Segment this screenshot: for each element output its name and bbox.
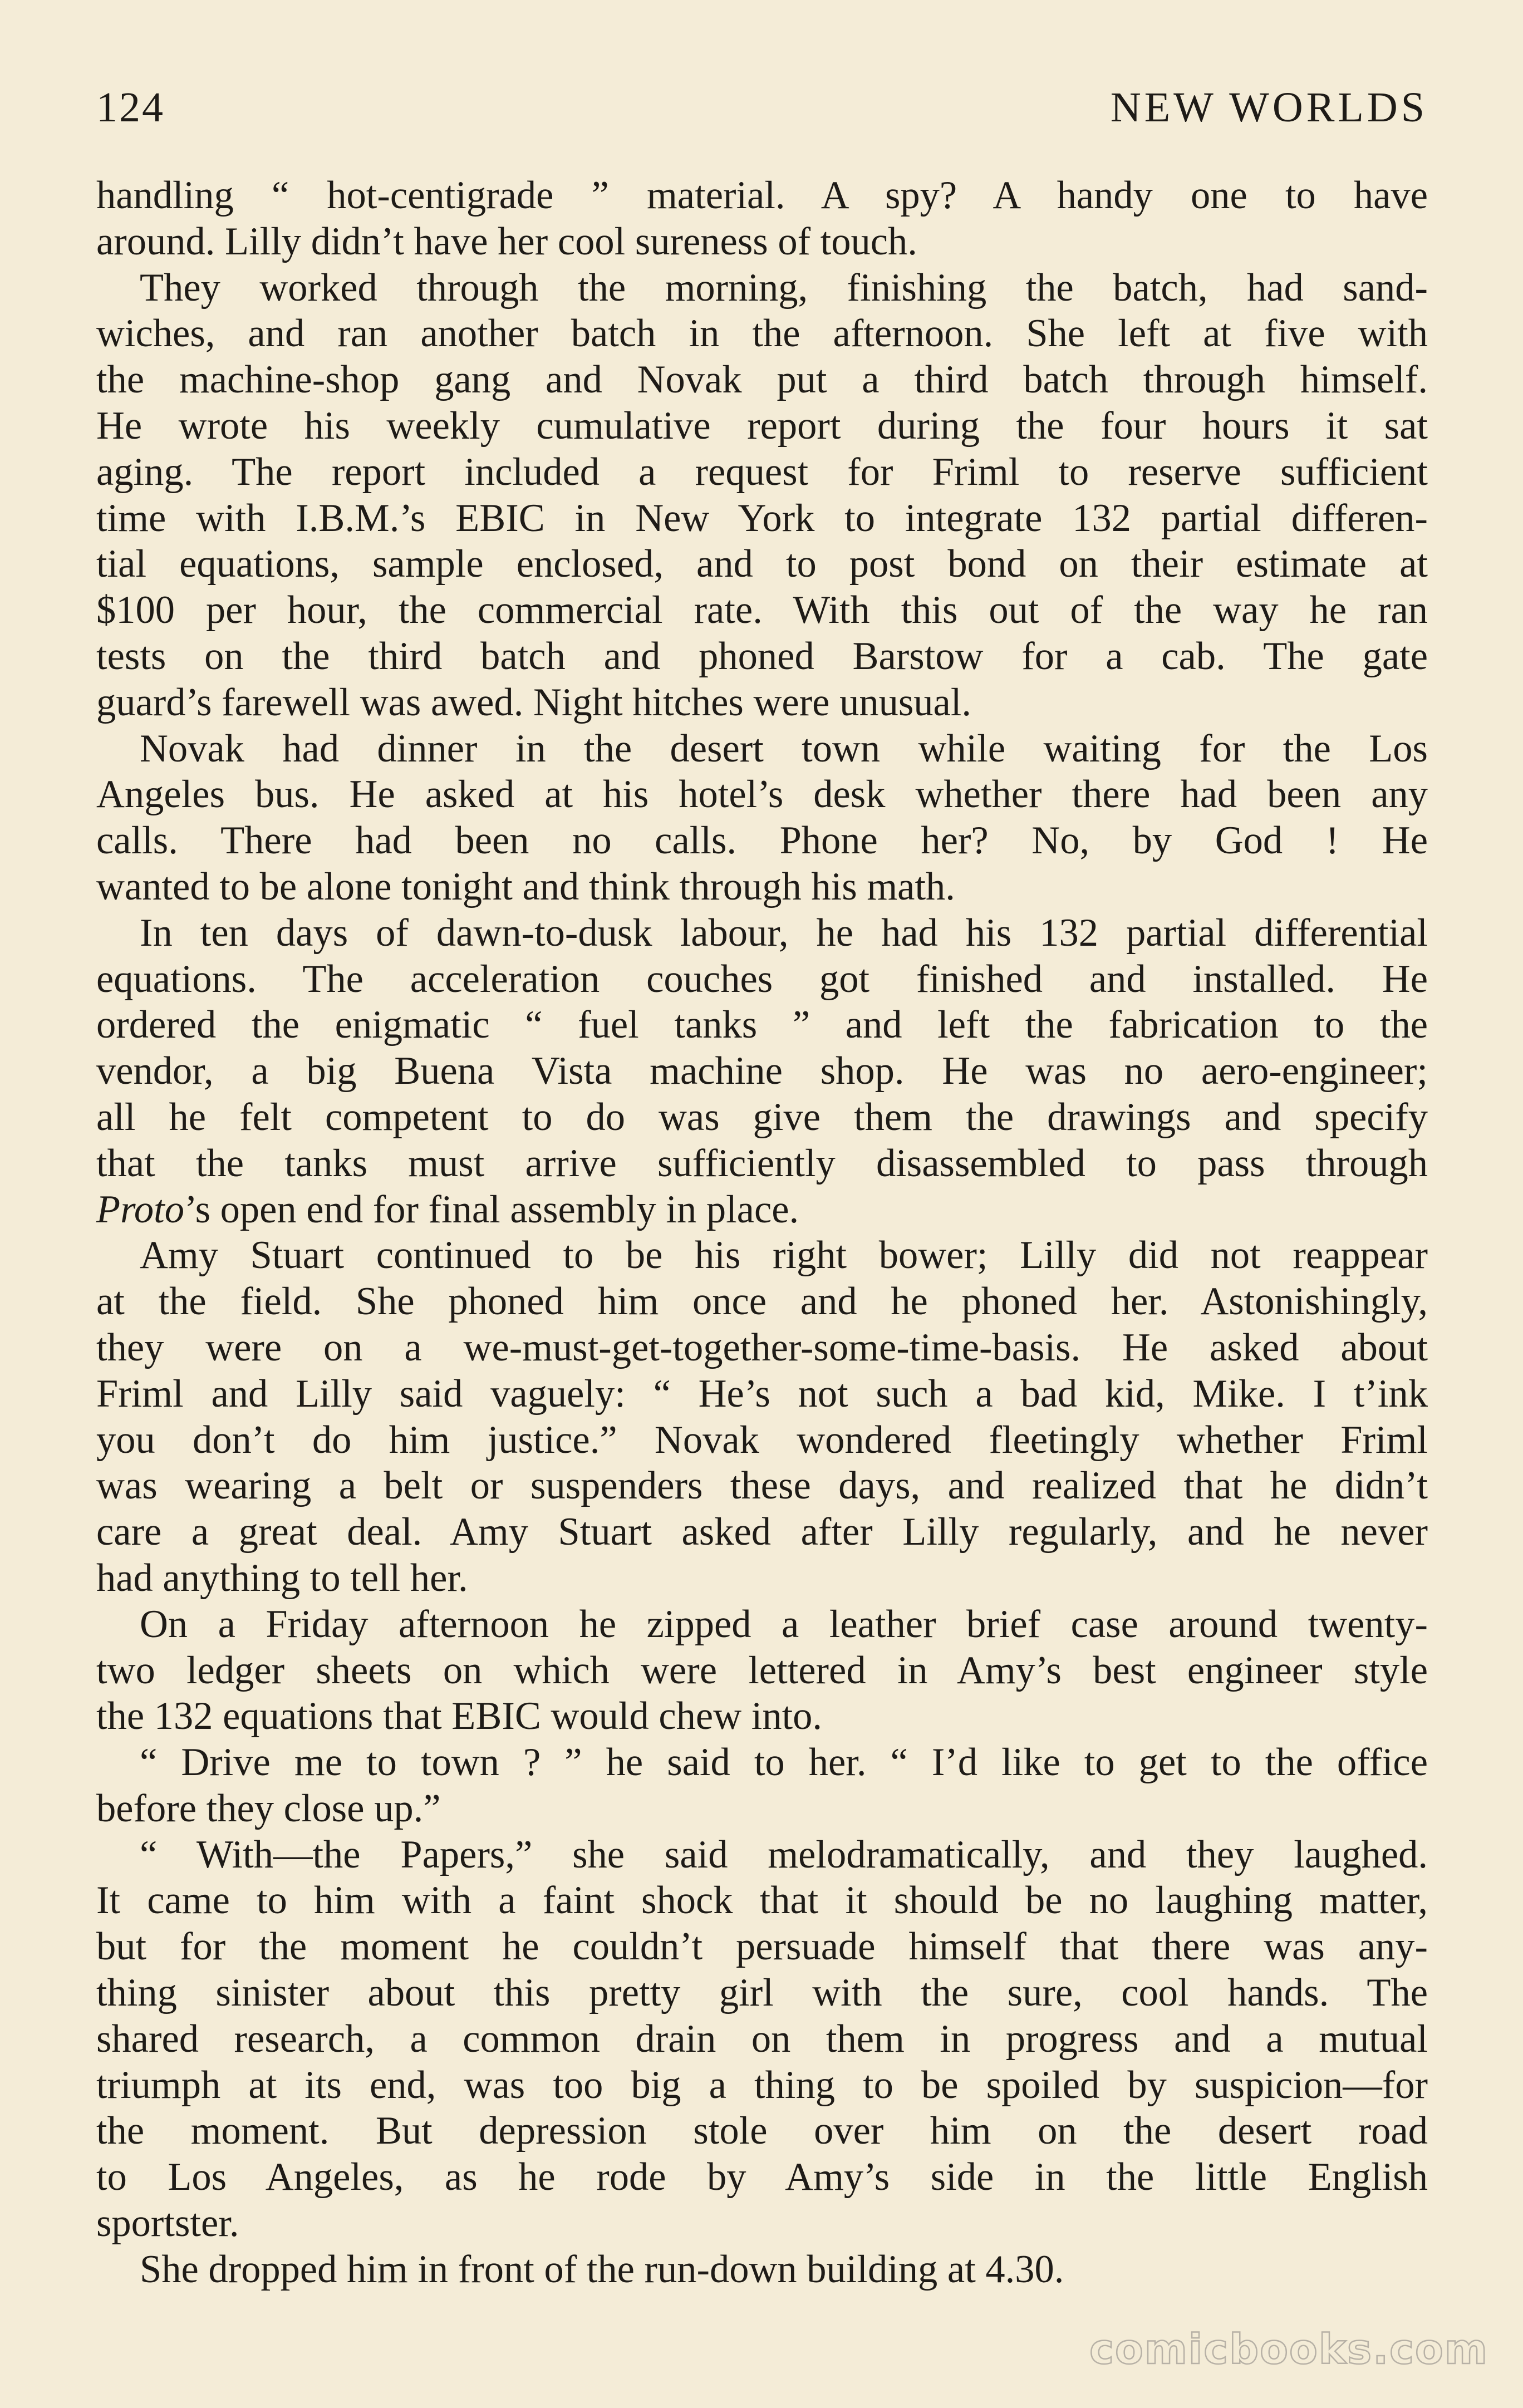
text-line: you don’t do him justice.” Novak wondered fleetingly whether Friml bbox=[96, 1418, 1428, 1462]
paragraph bbox=[96, 2247, 1428, 2293]
text-line: time with I.B.M.’s EBIC in New York to integrate 132 partial differen- bbox=[96, 496, 1428, 540]
text-line: $100 per hour, the commercial rate. With this out of the way he ran bbox=[96, 588, 1428, 632]
ship-name: Proto bbox=[96, 1187, 184, 1231]
text-line: at the field. She phoned him once and he phoned her. Astonishingly, bbox=[96, 1280, 1428, 1324]
text-line: the machine-shop gang and Novak put a third batch through himself. bbox=[96, 358, 1428, 402]
text-line: ordered the enigmatic “ fuel tanks ” and left the fabrication to the bbox=[96, 1003, 1428, 1047]
text-line: to Los Angeles, as he rode by Amy’s side in the little English bbox=[96, 2155, 1428, 2199]
paragraph bbox=[96, 726, 1428, 910]
text-line: calls. There had been no calls. Phone her? No, by God ! He bbox=[96, 819, 1428, 863]
text-line: Novak had dinner in the desert town while waiting for the Los bbox=[140, 726, 1428, 770]
paragraph bbox=[96, 1832, 1428, 2247]
text-line: around. Lilly didn’t have her cool sureness of touch. bbox=[96, 219, 917, 263]
text-line: Amy Stuart continued to be his right bower; Lilly did not reappear bbox=[140, 1234, 1428, 1277]
paragraph bbox=[96, 265, 1428, 726]
text-line: thing sinister about this pretty girl with the sure, cool hands. The bbox=[96, 1971, 1428, 2015]
text-line: but for the moment he couldn’t persuade himself that there was any- bbox=[96, 1925, 1428, 1969]
text-line: “ With—the Papers,” she said melodramatically, and they laughed. bbox=[140, 1832, 1428, 1876]
text-line: the 132 equations that EBIC would chew into. bbox=[96, 1694, 823, 1738]
text-line: Proto’s open end for final assembly in place. bbox=[96, 1187, 799, 1231]
text-line: care a great deal. Amy Stuart asked after Lilly regularly, and he never bbox=[96, 1510, 1428, 1554]
text-line: triumph at its end, was too big a thing to be spoiled by suspicion—for bbox=[96, 2063, 1428, 2107]
text-line: In ten days of dawn-to-dusk labour, he had his 132 partial differential bbox=[140, 911, 1428, 955]
body-text bbox=[96, 173, 1428, 2293]
text-line: before they close up.” bbox=[96, 1786, 441, 1830]
text-line: had anything to tell her. bbox=[96, 1556, 468, 1600]
text-line: aging. The report included a request for Friml to reserve sufficient bbox=[96, 450, 1428, 494]
watermark-logo: comicbooks.com bbox=[1089, 2326, 1488, 2373]
text-line: It came to him with a faint shock that it should be no laughing matter, bbox=[96, 1879, 1428, 1923]
text-line: two ledger sheets on which were lettered in Amy’s best engineer style bbox=[96, 1648, 1428, 1692]
paragraph bbox=[96, 1739, 1428, 1832]
paragraph bbox=[96, 1232, 1428, 1601]
text-line: handling “ hot-centigrade ” material. A spy? A handy one to have bbox=[96, 174, 1428, 217]
text-line: He wrote his weekly cumulative report during the four hours it sat bbox=[96, 404, 1428, 448]
text-line: On a Friday afternoon he zipped a leather brief case around twenty- bbox=[140, 1602, 1428, 1646]
text-line: equations. The acceleration couches got finished and installed. He bbox=[96, 957, 1428, 1001]
text-line: They worked through the morning, finishing the batch, had sand- bbox=[140, 266, 1428, 309]
text-line: tests on the third batch and phoned Barstow for a cab. The gate bbox=[96, 634, 1428, 678]
text-line: Angeles bus. He asked at his hotel’s desk whether there had been any bbox=[96, 773, 1428, 817]
text-line: wanted to be alone tonight and think through his math. bbox=[96, 864, 955, 908]
text-line: they were on a we-must-get-together-some-time-basis. He asked about bbox=[96, 1325, 1428, 1369]
text-line: tial equations, sample enclosed, and to post bond on their estimate at bbox=[96, 542, 1428, 586]
text-line: vendor, a big Buena Vista machine shop. He was no aero-engineer; bbox=[96, 1049, 1428, 1093]
text-line: wiches, and ran another batch in the afternoon. She left at five with bbox=[96, 312, 1428, 356]
text-line: was wearing a belt or suspenders these days, and realized that he didn’t bbox=[96, 1464, 1428, 1508]
text-line: all he felt competent to do was give them the drawings and specify bbox=[96, 1095, 1428, 1139]
running-head: NEW WORLDS bbox=[1110, 84, 1428, 131]
paragraph bbox=[96, 173, 1428, 265]
text-line: shared research, a common drain on them in progress and a mutual bbox=[96, 2017, 1428, 2061]
text-line: “ Drive me to town ? ” he said to her. “ I’d like to get to the office bbox=[140, 1741, 1428, 1785]
text-line: She dropped him in front of the run-down building at 4.30. bbox=[140, 2247, 1064, 2291]
text-line: sportster. bbox=[96, 2201, 239, 2245]
text-line: Friml and Lilly said vaguely: “ He’s not such a bad kid, Mike. I t’ink bbox=[96, 1372, 1428, 1416]
text-line: that the tanks must arrive sufficiently disassembled to pass through bbox=[96, 1141, 1428, 1185]
paragraph bbox=[96, 1601, 1428, 1739]
paragraph bbox=[96, 910, 1428, 1233]
page-number: 124 bbox=[96, 84, 165, 131]
text-line: the moment. But depression stole over him on the desert road bbox=[96, 2109, 1428, 2153]
text-line: guard’s farewell was awed. Night hitches were unusual. bbox=[96, 680, 972, 724]
